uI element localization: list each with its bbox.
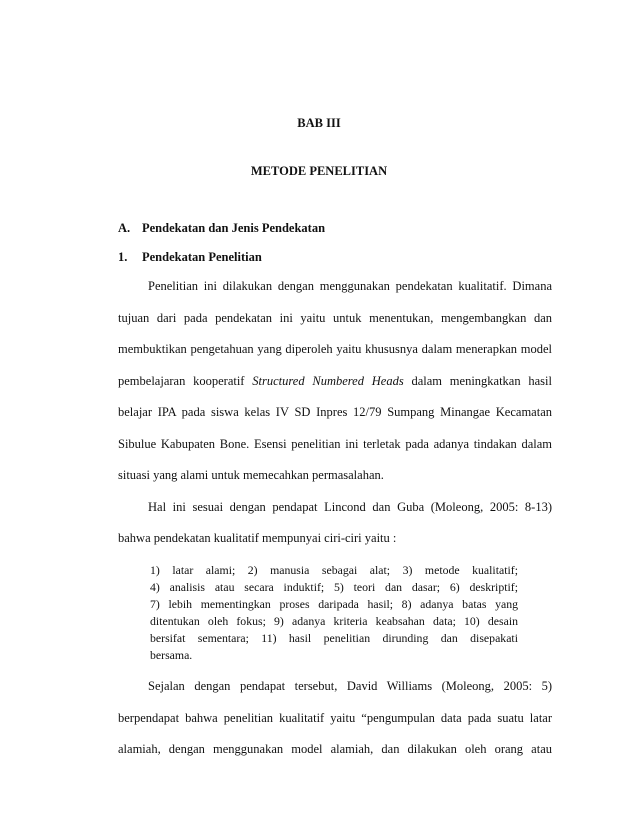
chapter-title: METODE PENELITIAN <box>250 164 388 178</box>
italic-term: Structured Numbered Heads <box>252 374 404 388</box>
paragraph-line: Sejalan dengan pendapat tersebut, David Williams (Moleong, 2005: 5) <box>148 679 552 693</box>
text-segment: dalam meningkatkan hasil <box>411 374 552 388</box>
paragraph-line: membuktikan pengetahuan yang diperoleh yaitu khususnya dalam menerapkan model <box>118 342 552 356</box>
quote-line: 4) analisis atau secara induktif; 5) teori dan dasar; 6) deskriptif; <box>150 580 518 594</box>
paragraph-line: berpendapat bahwa penelitian kualitatif yaitu “pengumpulan data pada suatu latar <box>118 711 552 725</box>
paragraph-line: alamiah, dengan menggunakan model alamiah, dan dilakukan oleh orang atau <box>118 742 552 756</box>
paragraph-line: bahwa pendekatan kualitatif mempunyai ciri-ciri yaitu : <box>118 531 397 545</box>
subsection-1-heading <box>118 250 262 265</box>
paragraph-line: belajar IPA pada siswa kelas IV SD Inpres 12/79 Sumpang Minangae Kecamatan <box>118 405 552 419</box>
quote-line: bersama. <box>150 648 193 662</box>
paragraph-line-with-italic <box>118 374 552 389</box>
chapter-label: BAB III <box>297 116 341 130</box>
paragraph-line: tujuan dari pada pendekatan ini yaitu untuk menentukan, mengembangkan dan <box>118 311 552 325</box>
paragraph-line: Penelitian ini dilakukan dengan menggunakan pendekatan kualitatif. Dimana <box>148 279 552 293</box>
section-a-heading <box>118 221 325 236</box>
quote-line: 7) lebih mementingkan proses daripada hasil; 8) adanya batas yang <box>150 597 518 611</box>
section-a-title: Pendekatan dan Jenis Pendekatan <box>142 221 326 235</box>
quote-line: ditentukan oleh fokus; 9) adanya kriteria keabsahan data; 10) desain <box>150 614 518 628</box>
subsection-1-number: 1. <box>118 250 128 264</box>
quote-line: bersifat sementara; 11) hasil penelitian dirunding dan disepakati <box>150 631 518 645</box>
text-segment: pembelajaran kooperatif <box>118 374 245 388</box>
paragraph-line: Sibulue Kabupaten Bone. Esensi penelitian ini terletak pada adanya tindakan dalam <box>118 437 552 451</box>
paragraph-line: situasi yang alami untuk memecahkan permasalahan. <box>118 468 384 482</box>
section-a-number: A. <box>118 221 131 235</box>
paragraph-line: Hal ini sesuai dengan pendapat Lincond dan Guba (Moleong, 2005: 8-13) <box>148 500 552 514</box>
subsection-1-title: Pendekatan Penelitian <box>142 250 262 264</box>
quote-line: 1) latar alami; 2) manusia sebagai alat; 3) metode kualitatif; <box>150 563 518 577</box>
